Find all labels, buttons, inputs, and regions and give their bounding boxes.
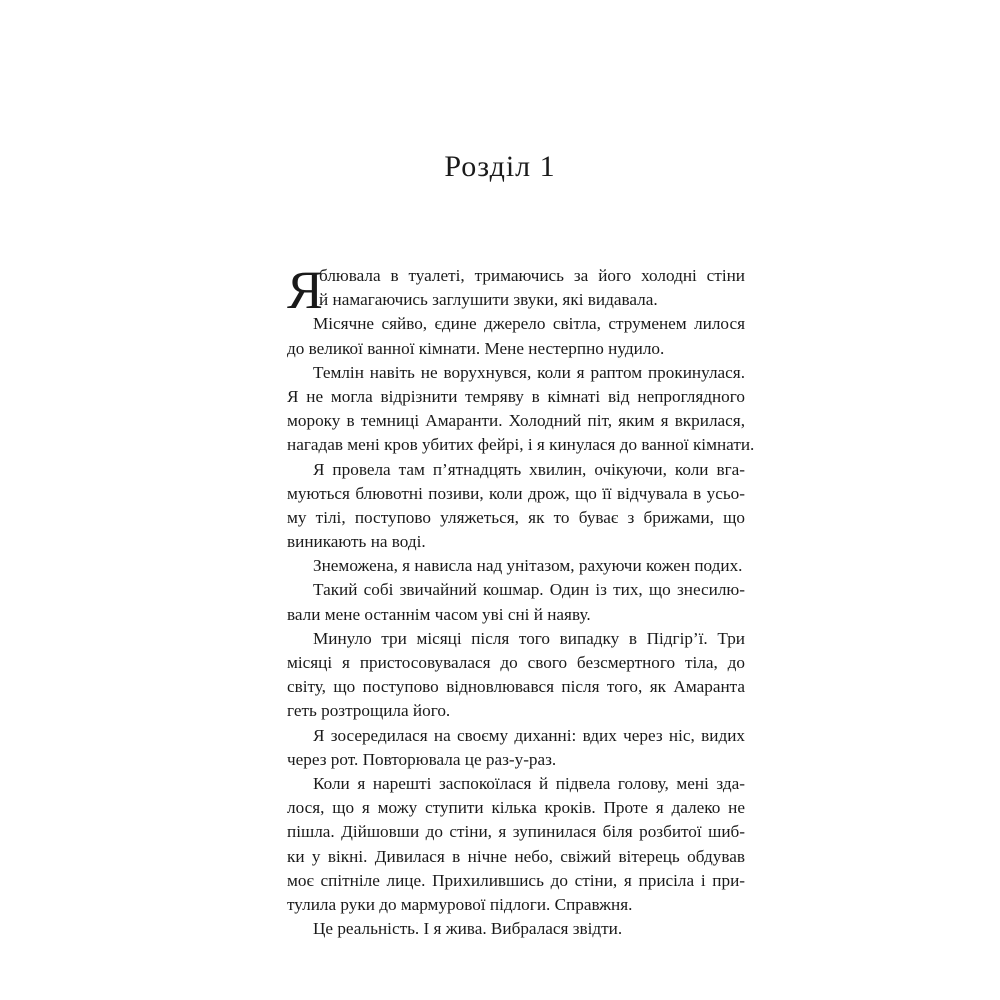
text-line: Я не могла відрізнити темряву в кімнаті від непроглядного — [287, 386, 745, 406]
text-line: нагадав мені кров убитих фейрі, і я кинулася до ванної кімнати. — [287, 435, 755, 455]
text-line: Я провела там п’ятнадцять хвилин, очікуючи, коли вга- — [313, 459, 745, 479]
text-line: місяці я пристосовувалася до свого безсмертного тіла, до — [287, 653, 745, 672]
chapter-body — [287, 260, 755, 941]
text-line: світу, що поступово відновлювався після того, як Амаранта — [287, 677, 745, 697]
text-line: й намагаючись заглушити звуки, які видавала. — [319, 290, 658, 310]
text-line: пішла. Дійшовши до стіни, я зупинилася біля розбитої шиб- — [287, 822, 745, 842]
text-line: геть розтрощила його. — [287, 701, 451, 721]
text-line: Темлін навіть не ворухнувся, коли я раптом прокинулася. — [313, 362, 745, 382]
text-line: мороку в темниці Амаранти. Холодний піт, яким я вкрилася, — [287, 411, 745, 431]
text-line: тулила руки до мармурової підлоги. Справжня. — [287, 894, 633, 914]
text-line: Такий собі звичайний кошмар. Один із тих, що знесилю- — [313, 580, 745, 600]
text-line: лося, що я можу ступити кілька кроків. Проте я далеко не — [287, 798, 745, 818]
text-line: Знеможена, я нависла над унітазом, рахуючи кожен подих. — [313, 556, 743, 576]
drop-cap: Я — [287, 260, 324, 320]
text-line: Я зосередилася на своєму диханні: вдих через ніс, видих — [313, 725, 745, 745]
text-line: через рот. Повторювала це раз-у-раз. — [287, 749, 557, 769]
text-line: Це реальність. І я жива. Вибралася звідти. — [313, 919, 623, 939]
text-line: виникають на воді. — [287, 532, 426, 552]
text-line: ки у вікні. Дивилася в нічне небо, свіжий вітерець обдував — [287, 846, 745, 866]
text-line: му тілі, поступово уляжеться, як то буває з брижами, що — [287, 507, 745, 527]
text-line: блювала в туалеті, тримаючись за його холодні стіни — [319, 266, 745, 285]
text-line: вали мене останнім часом уві сні й наяву. — [287, 604, 591, 624]
text-line: Минуло три місяці після того випадку в Підгір’ї. Три — [313, 628, 745, 648]
text-line: муються блювотні позиви, коли дрож, що її відчувала в усьо- — [287, 483, 745, 503]
text-line: Місячне сяйво, єдине джерело світла, струменем лилося — [313, 314, 745, 334]
chapter-title: Розділ 1 — [444, 150, 556, 183]
text-line: моє спітніле лице. Прихилившись до стіни, я присіла і при- — [287, 870, 745, 890]
text-line: Коли я нарешті заспокоїлася й підвела голову, мені зда- — [313, 773, 745, 793]
text-line: до великої ванної кімнати. Мене нестерпно нудило. — [287, 338, 665, 358]
